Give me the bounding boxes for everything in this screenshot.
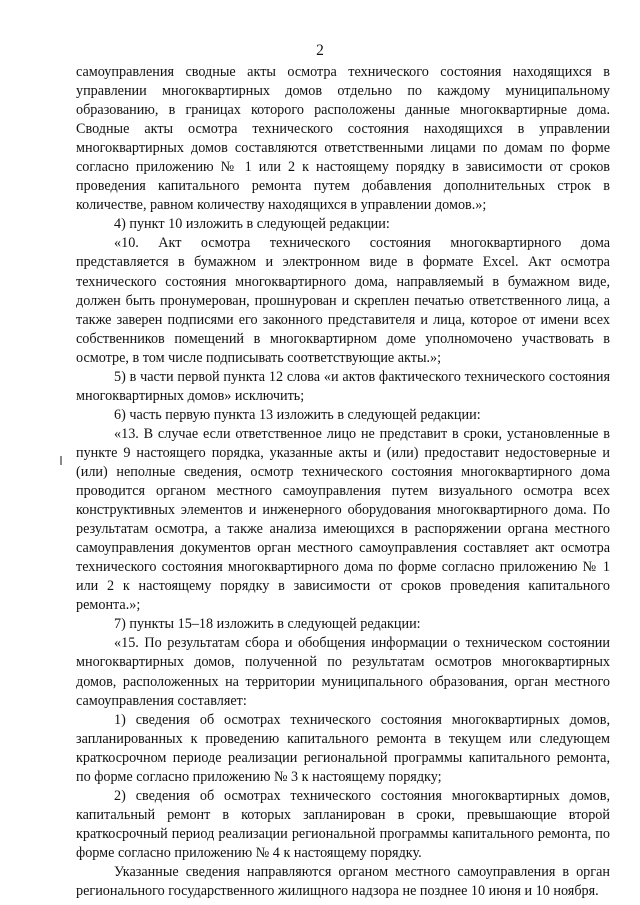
paragraph-item-7: 7) пункты 15–18 изложить в следующей редакции: — [114, 616, 421, 633]
page-number: 2 — [316, 42, 324, 59]
paragraph-clause-13: «13. В случае если ответственное лицо не представит в сроки, установленные в пункте 9 настоящего порядка, указанные акты и (или) предоставит недостоверные и (или) неполные сведения, осмотр технического состояния многоквартирного дома проводится органом местного самоуправления путем визуального осмотра всех конструктивных элементов и инженерного оборудования многоквартирного дома. По результатам осмотра, а также анализа имеющихся в распоряжении органа местного самоуправления документов орган местного самоуправления составляет акт осмотра технического состояния многоквартирного дома по форме согласно приложению № 1 или 2 к настоящему порядку в зависимости от сроков проведения капитального ремонта.»; — [76, 425, 610, 614]
paragraph-clause-10: «10. Акт осмотра технического состояния многоквартирного дома представляется в бумажном и электронном виде в формате Excel. Акт осмотра технического состояния многоквартирного дома, направляемый в бумажном виде, должен быть пронумерован, прошнурован и скреплен печатью ответственного лица, а также заверен подписями его законного представителя и лица, которое от имени всех собственников помещений в многоквартирном доме уполномочено участвовать в осмотре, в том числе подписывать соответствующие акты.»; — [76, 235, 610, 366]
scan-mark — [60, 456, 62, 465]
paragraph-subitem-2: 2) сведения об осмотрах технического состояния многоквартирных домов, капитальный ремонт в которых запланирован в сроки, превышающие второй краткосрочный период реализации региональной программы капитального ремонта, по форме согласно приложению № 4 к настоящему порядку. — [76, 787, 610, 861]
paragraph-item-6: 6) часть первую пункта 13 изложить в следующей редакции: — [114, 406, 481, 423]
paragraph-item-5: 5) в части первой пункта 12 слова «и актов фактического технического состояния многоквартирных домов» исключить; — [76, 368, 610, 404]
paragraph-item-4: 4) пункт 10 изложить в следующей редакции: — [114, 216, 390, 233]
document-body — [76, 63, 610, 901]
paragraph-continuation: самоуправления сводные акты осмотра технического состояния находящихся в управлении многоквартирных домов отдельно по каждому муниципальному образованию, в границах которого расположены данные многоквартирные дома. Сводные акты осмотра технического состояния находящихся в управлении многоквартирных домов составляются ответственными лицами по домам по форме согласно приложению № 1 или 2 к настоящему порядку в зависимости от сроков проведения капитального ремонта путем добавления дополнительных строк в количестве, равном количеству находящихся в управлении домов.»; — [76, 64, 610, 214]
paragraph-deadline: Указанные сведения направляются органом местного самоуправления в орган регионального государственного жилищного надзора не позднее 10 июня и 10 ноября. — [76, 863, 610, 900]
paragraph-clause-15: «15. По результатам сбора и обобщения информации о техническом состоянии многоквартирных домов, полученной по результатам осмотров многоквартирных домов, расположенных на территории муниципального образования, орган местного самоуправления составляет: — [76, 635, 610, 709]
paragraph-subitem-1: 1) сведения об осмотрах технического состояния многоквартирных домов, запланированных к проведению капитального ремонта в текущем или следующем краткосрочном периоде реализации региональной программы капитального ремонта, по форме согласно приложению № 3 к настоящему порядку; — [76, 711, 610, 785]
